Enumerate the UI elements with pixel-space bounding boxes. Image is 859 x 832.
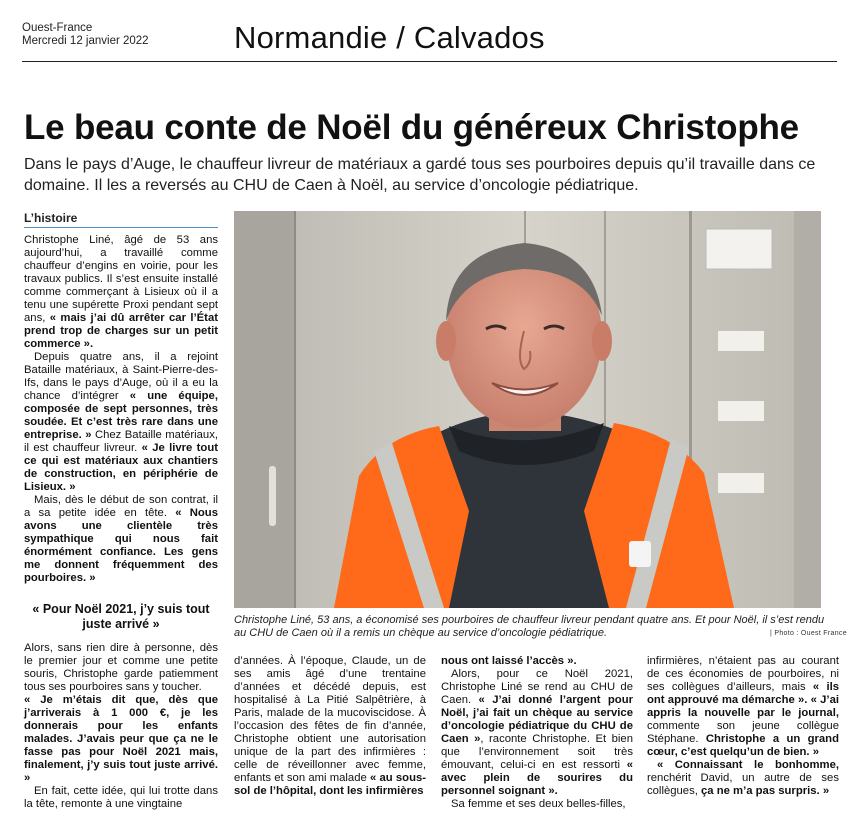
- article-column-1-continued: [24, 642, 218, 811]
- text-run: renchérit David, un autre de ses collègues,: [647, 772, 839, 797]
- quote: « au sous-sol de l’hôpital, dont les infirmières: [234, 772, 427, 797]
- paragraph: En fait, cette idée, qui lui trotte dans la tête, remonte à une vingtaine: [24, 785, 218, 810]
- text-run: Chez Bataille matériaux, il est chauffeur livreur.: [24, 429, 218, 454]
- quote: « avec plein de sourires du personnel soignant ».: [441, 759, 633, 797]
- publication-name: Ouest-France: [22, 22, 93, 34]
- paragraph: [24, 234, 218, 351]
- quote: « ils ont approuvé ma démarche ». « J’ai appris la nouvelle par le journal,: [647, 681, 840, 719]
- paragraph: Sa femme et ses deux belles-filles,: [451, 798, 626, 810]
- article-column-4: [647, 655, 839, 798]
- photo-caption: Christophe Liné, 53 ans, a économisé ses pourboires de chauffeur livreur pendant quatre ans. Et pour Noël, il s’est rendu au CHU de Caen où il a remis un chèque au service d’oncologie pédiatrique.: [234, 614, 825, 639]
- intertitle: « Pour Noël 2021, j’y suis tout juste arrivé »: [32, 602, 210, 631]
- article-column-1: [24, 234, 218, 585]
- quote: « une équipe, composée de sept personnes, très soudée. Et c’est très rare dans une entreprise. »: [24, 390, 218, 441]
- text-run: Alors, pour ce Noël 2021, Christophe Liné se rend au CHU de Caen.: [441, 668, 633, 706]
- paragraph: [647, 655, 839, 759]
- text-run: Christophe Liné, âgé de 53 ans aujourd’hui, a travaillé comme chauffeur d’engins en voirie, pour les travaux publics. Il s’est ensuite installé comme commerçant à Lisieux où il a tenu une supérette Proxi pendant sept ans,: [24, 234, 218, 324]
- quote: « J’ai donné l’argent pour Noël, j’ai fait un chèque au service d’oncologie pédiatrique du CHU de Caen »: [441, 694, 633, 745]
- text-run: d’années. À l’époque, Claude, un de ses amis âgé d’une trentaine d’années et décédé depuis, est hospitalisé à La Pitié Salpêtrière, à Paris, malade de la mucoviscidose. À l’occasion des fêtes de fin d’année, Christophe obtient une autorisation unique de la part des infirmières : celle de réveillonner avec femme, enfants et son ami malade: [234, 655, 426, 784]
- text-run: Depuis quatre ans, il a rejoint Bataille matériaux, à Saint-Pierre-des-Ifs, dans le pays d’Auge, où il a eu la chance d’intégrer: [24, 351, 218, 402]
- quote: Christophe a un grand cœur, c’est quelqu’un de bien. »: [647, 733, 839, 758]
- text-run: Mais, dès le début de son contrat, il a sa petite idée en tête.: [24, 494, 218, 519]
- paragraph: [24, 351, 218, 494]
- quote: « Nous avons une clientèle très sympathique qui nous fait énormément confiance. Les gens me donnent fréquemment des pourboires. »: [24, 507, 218, 584]
- quote: nous ont laissé l’accès ».: [441, 655, 577, 667]
- paragraph: [24, 694, 218, 785]
- article-standfirst: Dans le pays d’Auge, le chauffeur livreur de matériaux a gardé tous ses pourboires depuis qu’il travaille dans ce domaine. Il les a reversés au CHU de Caen à Noël, au service d’oncologie pédiatrique.: [24, 156, 816, 194]
- paragraph: [441, 668, 633, 798]
- article-kicker: L’histoire: [24, 211, 218, 228]
- paragraph: [441, 655, 633, 668]
- quote: ça ne m’a pas surpris. »: [701, 785, 830, 797]
- paragraph: [234, 655, 426, 798]
- photo-credit: | Photo : Ouest France: [770, 630, 847, 637]
- portrait-illustration: [234, 211, 821, 608]
- quote: « Je m’étais dit que, dès que j’arriverais à 1 000 €, je les donnerais pour les enfants malades. J’avais peur que ça ne le fasse pas pour Noël 2021 mais, finalement, j’y suis tout juste arrivé. »: [24, 694, 218, 784]
- quote: « mais j’ai dû arrêter car l’État prend trop de charges sur un petit commerce ».: [24, 312, 218, 350]
- text-run: infirmières, n’étaient pas au courant de ces économies de pourboires, ni ses collègues d’ailleurs, mais: [647, 655, 839, 693]
- publication-date: Mercredi 12 janvier 2022: [22, 35, 149, 47]
- article-column-2: [234, 655, 426, 798]
- text-run: commente son jeune collègue Stéphane.: [647, 720, 839, 745]
- article-photo: [234, 211, 821, 608]
- section-title: Normandie / Calvados: [234, 20, 545, 55]
- article-column-3: [441, 655, 633, 811]
- paragraph: [647, 759, 839, 798]
- text-run: , raconte Christophe. Et bien que l’environnement soit très émouvant, celui-ci en est ressorti: [441, 733, 633, 771]
- quote: « Je livre tout ce qui est matériaux aux chantiers de construction, en périphérie de Lisieux. »: [24, 442, 218, 493]
- article-headline: Le beau conte de Noël du généreux Christophe: [24, 108, 799, 147]
- paragraph: Alors, sans rien dire à personne, dès le premier jour et comme une petite souris, Christophe garde patiemment tous ses pourboires sans y toucher.: [24, 642, 218, 693]
- masthead-rule: [22, 61, 837, 62]
- paragraph: [24, 494, 218, 585]
- quote: « Connaissant le bonhomme,: [657, 759, 839, 771]
- publication-info: [22, 22, 149, 48]
